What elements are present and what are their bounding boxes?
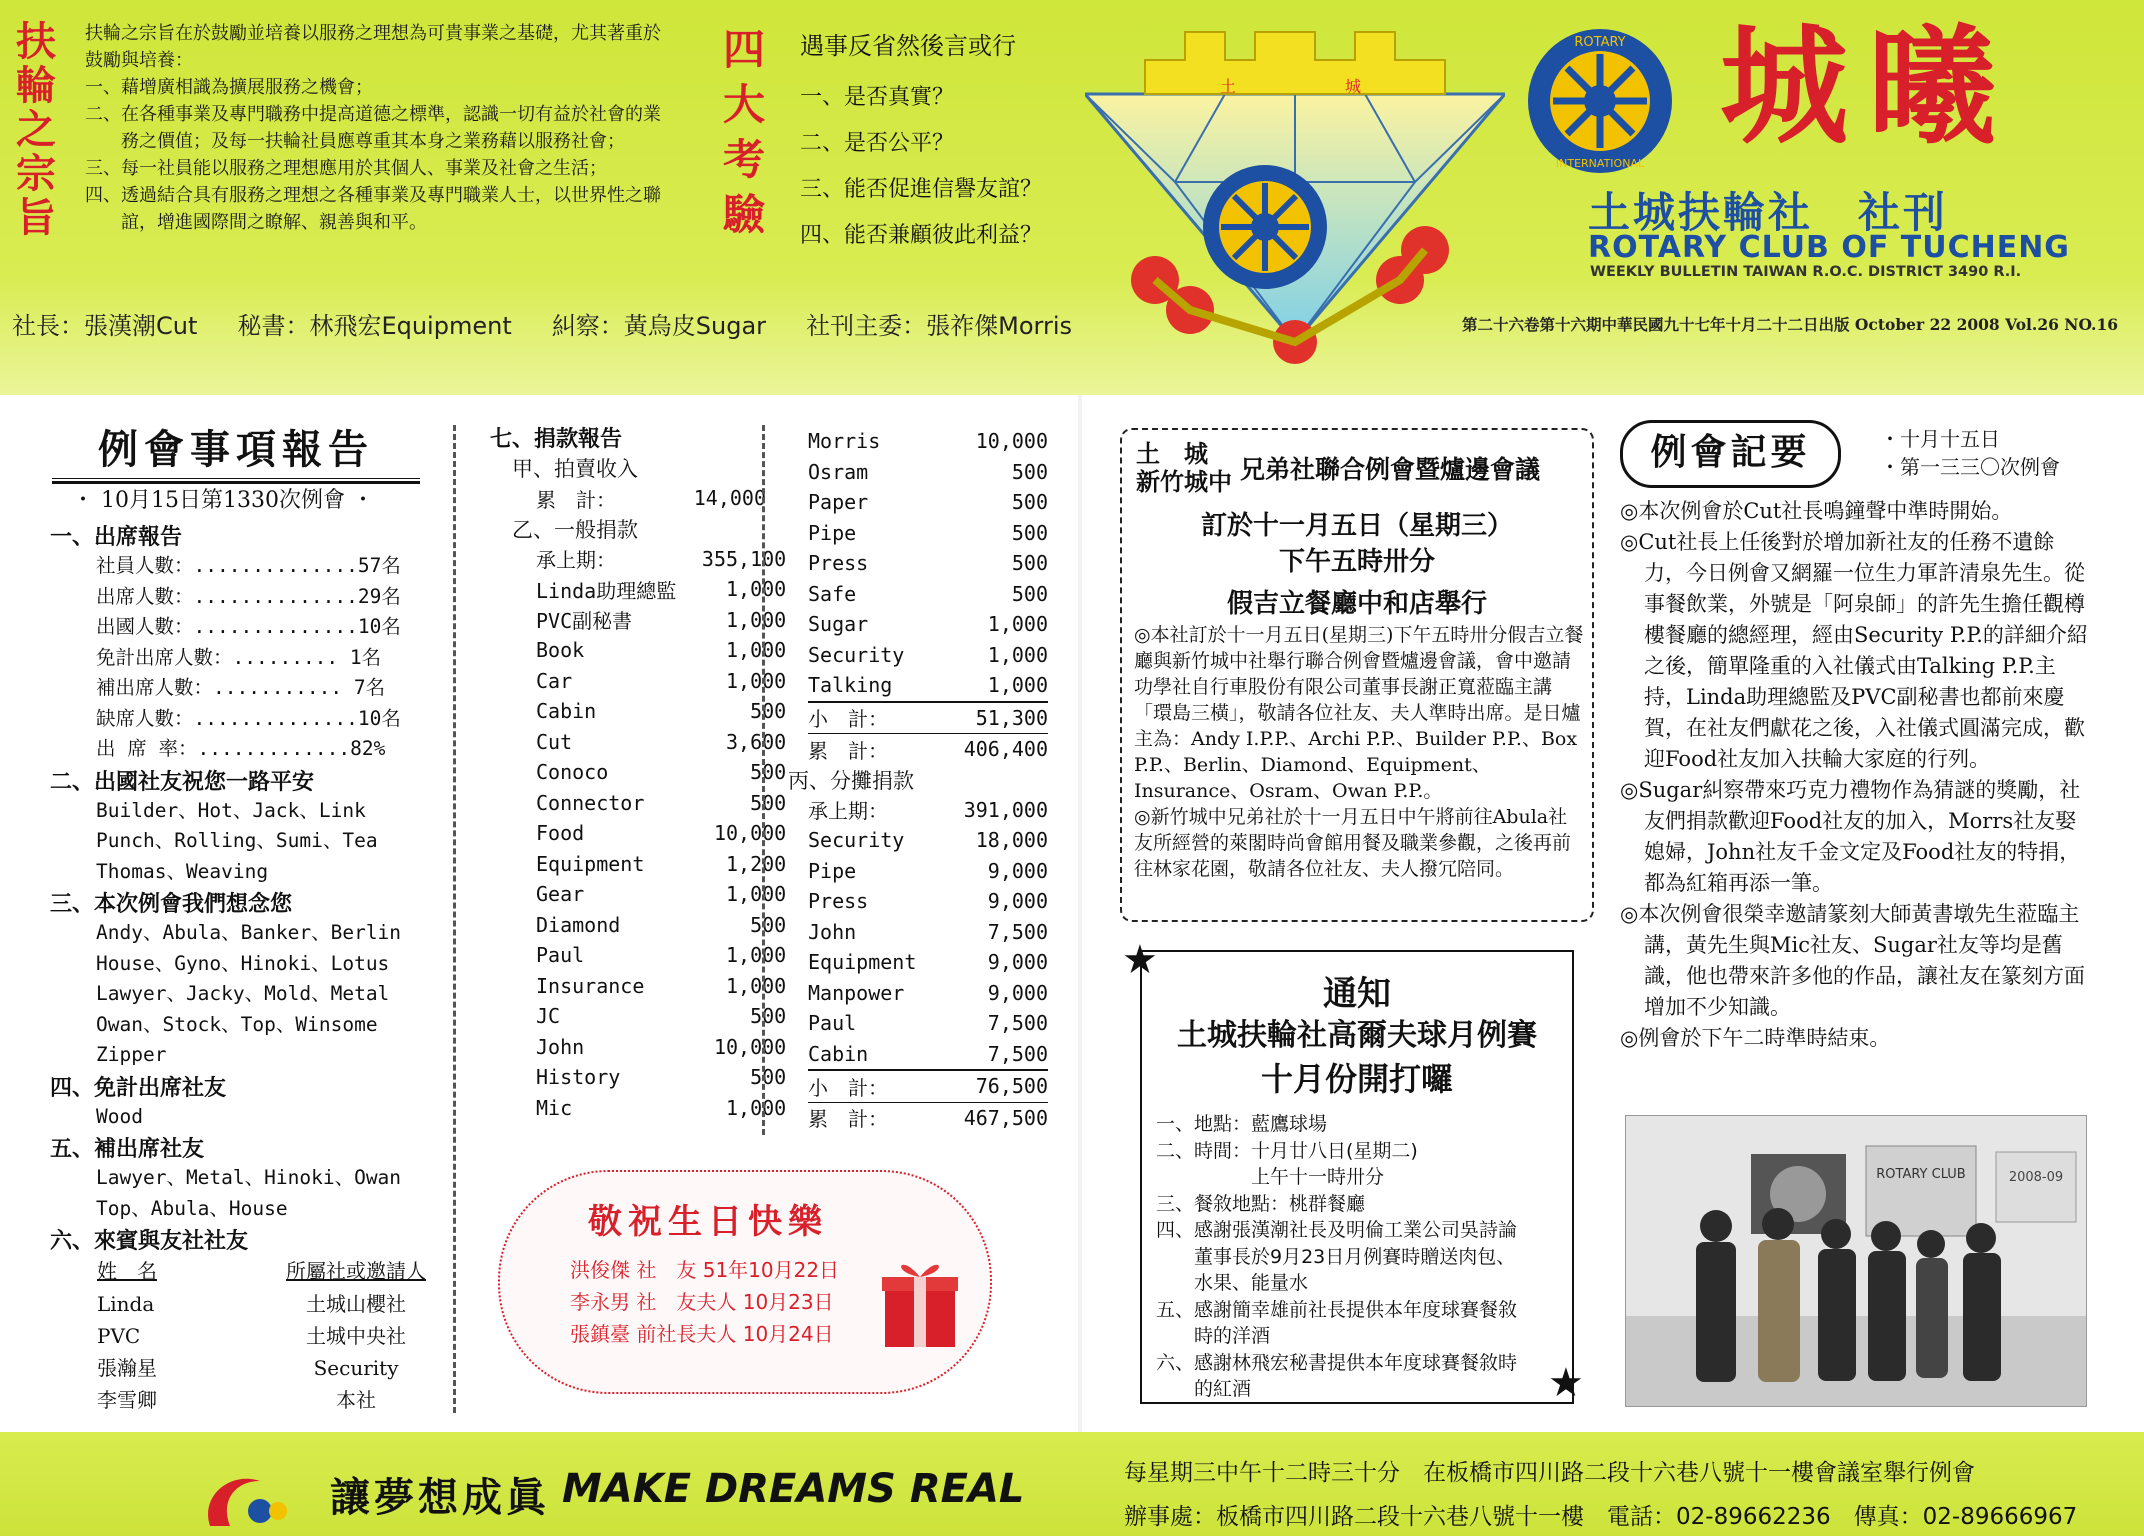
- donor-name: Paper: [808, 490, 869, 515]
- report-body: [50, 520, 440, 1416]
- donation-amount: 18,000: [975, 828, 1048, 853]
- golf-notice-box: [1140, 950, 1574, 1404]
- guest-row: [96, 1384, 440, 1416]
- donation-amount: 10,000: [713, 821, 787, 846]
- emblem-ring-top: ROTARY: [1574, 35, 1626, 50]
- birthday-lines: [570, 1254, 839, 1350]
- attendance-row: 出國人數：..............10名: [96, 615, 401, 638]
- staff-president: 社長：張漢潮Cut: [12, 312, 198, 340]
- abroad-row: Thomas、Weaving: [96, 859, 269, 883]
- donor-name: Press: [808, 551, 869, 576]
- general-subtotal-value: 51,300: [975, 705, 1048, 730]
- guest-club: 本社: [336, 1387, 377, 1412]
- golf-sub2: 十月份開打囉: [1260, 1060, 1453, 1098]
- attendance-row: 補出席人數：........... 7名: [96, 676, 386, 699]
- makeup-row: Lawyer、Metal、Hinoki、Owan: [96, 1166, 402, 1189]
- donor-name: Sugar: [808, 612, 869, 637]
- rotary-international-emblem: [1525, 26, 1675, 176]
- attendance-row: 出 席 率：.............82%: [96, 737, 386, 760]
- shared-total-value: 467,500: [963, 1105, 1048, 1130]
- donations-title: 七、捐款報告: [490, 427, 623, 452]
- general-donation-row: [536, 788, 786, 819]
- shared-subtotal-table: [808, 1069, 1048, 1133]
- general-donation-row: [808, 426, 1048, 457]
- four-way-intro: 遇事反省然後言或行: [800, 32, 1016, 60]
- donation-amount: 10,000: [713, 1034, 787, 1059]
- general-donation-row: [808, 487, 1048, 518]
- donation-amount: 500: [750, 1065, 787, 1090]
- general-donation-row: [536, 818, 786, 849]
- shared-donations-table: [808, 795, 1048, 1070]
- donation-amount: 9,000: [987, 889, 1048, 914]
- donation-amount: 500: [1011, 459, 1048, 484]
- section-guests-heading: 六、來賓與友社社友: [50, 1229, 249, 1254]
- vertical-char: 驗: [722, 190, 765, 239]
- donation-amount: 500: [750, 699, 787, 724]
- general-donation-row: [536, 910, 786, 941]
- star-icon-bottom-right: ★: [1548, 1360, 1584, 1406]
- general-donation-row: [536, 544, 786, 575]
- report-title: 例會事項報告: [98, 427, 374, 473]
- golf-item: 時的洋酒: [1156, 1325, 1271, 1347]
- donation-amount: 500: [1011, 520, 1048, 545]
- motto-items: [85, 74, 675, 236]
- donor-name: Mic: [536, 1095, 573, 1120]
- general-donation-row: [808, 457, 1048, 488]
- four-way-block: [800, 26, 1100, 259]
- donor-name: Manpower: [808, 980, 905, 1005]
- four-way-item: 四、能否兼顧彼此利益？: [800, 223, 1043, 248]
- shared-donation-row: [808, 1008, 1048, 1039]
- donation-amount: 1,000: [987, 642, 1048, 667]
- club-diamond-logo: [1085, 22, 1505, 367]
- donation-amount: 1,000: [726, 943, 787, 968]
- column-divider-2: [762, 425, 765, 1135]
- exempt-list: [50, 1102, 440, 1133]
- motto-title-text: [14, 20, 58, 240]
- donor-name: Cut: [536, 729, 573, 754]
- general-donation-row: [808, 548, 1048, 579]
- donation-amount: 9,000: [987, 858, 1048, 883]
- vertical-char: 考: [722, 135, 765, 184]
- donation-amount: 7,500: [987, 1011, 1048, 1036]
- donor-name: PVC副秘書: [536, 609, 633, 634]
- missed-row: Zipper: [96, 1043, 167, 1066]
- donation-amount: 500: [750, 1004, 787, 1029]
- donor-name: Safe: [808, 581, 857, 606]
- staff-secretary: 秘書：林飛宏Equipment: [237, 312, 512, 340]
- general-donation-row: [808, 640, 1048, 671]
- general-donation-row: [536, 1032, 786, 1063]
- golf-item: 的紅酒: [1156, 1378, 1252, 1400]
- report-meeting: ・ 10月15日第1330次例會 ・: [72, 488, 374, 513]
- donation-amount: 355,100: [701, 546, 787, 571]
- donor-name: Paul: [808, 1011, 857, 1036]
- birthday-box: [498, 1170, 992, 1394]
- attendance-list: [50, 551, 440, 765]
- minutes-paragraph: ◎Cut社長上任後對於增加新社友的任務不遺餘力，今日例會又網羅一位生力軍許清泉先生。從事餐飲業，外號是「阿泉師」的許先生擔任觀樽樓餐廳的總經理，經由Security P.P.的詳細介紹之後，簡單隆重的入社儀式由Talking P.P.主持，Linda助理總監及PVC副秘書也都前來慶賀，在社友們獻花之後，入社儀式圓滿完成，歡迎Food社友加入扶輪大家庭的行列。: [1620, 530, 2088, 771]
- general-donation-row: [536, 635, 786, 666]
- donation-amount: 1,000: [987, 673, 1048, 698]
- general-donation-row: [536, 879, 786, 910]
- donor-name: Cabin: [808, 1041, 869, 1066]
- auction-total-value: 14,000: [693, 486, 766, 511]
- donor-name: Morris: [808, 429, 881, 454]
- auction-total-label: 累 計：: [536, 487, 616, 512]
- donor-name: JC: [536, 1004, 561, 1029]
- general-donation-row: [536, 605, 786, 636]
- general-donation-row: [536, 1062, 786, 1093]
- section-makeup-heading: 五、補出席社友: [50, 1137, 205, 1162]
- birthday-line: 張鎮臺 前社長夫人 10月24日: [570, 1322, 834, 1346]
- four-way-item: 二、是否公平？: [800, 131, 955, 156]
- joint-club-b: 新竹城中: [1136, 468, 1232, 496]
- vertical-char: 宗: [16, 150, 56, 197]
- general-donation-row: [808, 518, 1048, 549]
- minutes-paragraph: ◎本次例會很榮幸邀請篆刻大師黃書墩先生蒞臨主講，黃先生與Mic社友、Sugar社友等均是舊識，他也帶來許多他的作品，讓社友在篆刻方面增加不少知識。: [1620, 902, 2085, 1019]
- donation-amount: 500: [750, 790, 787, 815]
- motto-item: 三、每一社員能以服務之理想應用於其個人、事業及社會之生活；: [85, 158, 607, 179]
- district-logo: [190, 1466, 290, 1530]
- general-donation-row: [536, 757, 786, 788]
- guests-header-row: [96, 1255, 440, 1288]
- club-subtitle: WEEKLY BULLETIN TAIWAN R.O.C. DISTRICT 3490 R.I.: [1590, 264, 2022, 280]
- auction-title: 甲、拍賣收入: [512, 457, 638, 481]
- donation-amount: 500: [750, 760, 787, 785]
- joint-time: 下午五時卅分: [1278, 547, 1435, 577]
- motto-block: [85, 20, 675, 236]
- donor-name: Diamond: [536, 912, 621, 937]
- auction-table: [536, 483, 766, 514]
- donation-amount: 391,000: [963, 797, 1048, 822]
- golf-item: 三、餐敘地點：桃群餐廳: [1156, 1192, 1366, 1215]
- donation-amount: 1,000: [726, 1095, 787, 1120]
- golf-item: 一、地點：藍鷹球場: [1156, 1113, 1328, 1135]
- minutes-session: ・第一三三〇次例會: [1880, 455, 2060, 479]
- donation-amount: 1,000: [987, 612, 1048, 637]
- motto-item: 二、在各種事業及專門職務中提高道德之標準，認識一切有益於社會的業務之價值；及每一扶輪社員應尊重其本身之業務藉以服務社會；: [85, 104, 661, 152]
- vertical-char: 之: [16, 106, 56, 153]
- abroad-list: [50, 796, 440, 888]
- general-donations-table-cont: [808, 426, 1048, 701]
- general-donation-row: [536, 849, 786, 880]
- motto-item: 四、透過結合具有服務之理想之各種事業及專門職業人士，以世界性之聯誼，增進國際間之瞭解、親善與和平。: [85, 185, 661, 233]
- donor-name: Car: [536, 668, 573, 693]
- general-total-row: [808, 734, 1048, 765]
- donor-name: Book: [536, 638, 585, 663]
- meeting-photo-illustration: [1626, 1116, 2086, 1406]
- auction-total-row: [536, 483, 766, 514]
- shared-donation-row: [808, 856, 1048, 887]
- makeup-row: Top、Abula、House: [96, 1196, 288, 1220]
- guest-name: Linda: [97, 1291, 155, 1316]
- donation-amount: 1,000: [726, 577, 787, 602]
- donation-amount: 1,000: [726, 638, 787, 663]
- donation-amount: 3,600: [726, 729, 787, 754]
- club-name-cn: 土城扶輪社 社刊: [1588, 188, 1949, 237]
- donation-amount: 1,200: [726, 851, 787, 876]
- photo-banner-text: ROTARY CLUB: [1876, 1167, 1966, 1182]
- donor-name: Security: [808, 828, 905, 853]
- donation-amount: 9,000: [987, 980, 1048, 1005]
- guest-club: Security: [313, 1355, 399, 1380]
- footer-office: 辦事處：板橋市四川路二段十六巷八號十一樓 電話：02-89662236 傳真：02-89666967: [1124, 1504, 2078, 1530]
- shared-donation-row: [808, 978, 1048, 1009]
- general-donation-row: [536, 574, 786, 605]
- donor-name: Insurance: [536, 973, 645, 998]
- four-way-items: [800, 75, 1100, 259]
- donor-name: Food: [536, 821, 585, 846]
- attendance-row: 社員人數：..............57名: [96, 554, 401, 577]
- logo-text-tu: 土: [1220, 77, 1237, 96]
- joint-clubs: [1136, 440, 1232, 496]
- motto-title: [14, 20, 58, 240]
- footer-slogan-cn: 讓夢想成眞: [330, 1474, 550, 1521]
- issue-line: 第二十六卷第十六期中華民國九十七年十月二十二日出版 October 22 2008 Vol.26 NO.16: [1462, 315, 2119, 334]
- section-exempt-heading: 四、免計出席社友: [50, 1075, 227, 1101]
- general-subtotal-label: 小 計：: [808, 707, 888, 732]
- section-attendance-heading: 一、出席報告: [50, 525, 183, 550]
- missed-list: [50, 918, 440, 1071]
- joint-headline: [1122, 508, 1592, 622]
- staff-row: [12, 306, 1072, 341]
- donation-amount: 7,500: [987, 919, 1048, 944]
- joint-club-a: 土 城: [1136, 440, 1208, 468]
- report-title-underline: [52, 474, 420, 479]
- vertical-char: 旨: [16, 194, 56, 241]
- golf-item: 水果、能量水: [1156, 1272, 1309, 1294]
- joint-body-1: ◎本社訂於十一月五日(星期三)下午五時卅分假吉立餐廳與新竹城中社舉行聯合例會暨爐邊會議，會中邀請功學社自行車股份有限公司董事長謝正寬蒞臨主講「環島三橫」，敬請各位社友、夫人準時出席。是日爐主為：Andy I.P.P.、Archi P.P.、Builder P.P.、Box P.P.、Berlin、Diamond、Equipment、Insurance、Osram、Owan P.P.。: [1134, 624, 1584, 802]
- joint-place: 假吉立餐廳中和店舉行: [1226, 589, 1487, 619]
- logo-text-cheng: 城: [1345, 77, 1362, 96]
- joint-title: 兄弟社聯合例會暨爐邊會議: [1240, 455, 1541, 484]
- donor-name: Connector: [536, 790, 645, 815]
- general-donation-row: [536, 666, 786, 697]
- general-donation-row: [536, 1001, 786, 1032]
- donor-name: 承上期：: [808, 799, 888, 824]
- golf-item: 董事長於9月23日月例賽時贈送肉包、: [1156, 1245, 1516, 1268]
- donor-name: Pipe: [808, 520, 857, 545]
- minutes-date: ・十月十五日: [1880, 427, 2000, 451]
- donation-amount: 1,000: [726, 973, 787, 998]
- general-donation-row: [808, 609, 1048, 640]
- donor-name: Pipe: [808, 858, 857, 883]
- guest-name: PVC: [97, 1323, 141, 1348]
- donations-block-a: [490, 422, 786, 1123]
- golf-sub1: 土城扶輪社高爾夫球月例賽: [1177, 1018, 1537, 1053]
- gift-box-icon: [880, 1252, 960, 1352]
- minutes-paragraph: ◎例會於下午二時準時結束。: [1620, 1026, 1891, 1050]
- general-donations-table: [536, 544, 786, 1124]
- missed-row: Lawyer、Jacky、Mold、Metal: [96, 982, 390, 1005]
- guest-name: 張瀚星: [97, 1355, 157, 1380]
- golf-items: [1142, 1101, 1572, 1403]
- general-donation-row: [808, 579, 1048, 610]
- minutes-body: [1620, 496, 2090, 1054]
- four-way-title-text: [722, 22, 766, 242]
- meeting-photo: [1625, 1115, 2087, 1407]
- donor-name: Cabin: [536, 699, 597, 724]
- donor-name: Press: [808, 889, 869, 914]
- donor-name: Osram: [808, 459, 869, 484]
- masthead-title: 城曦: [1720, 12, 2017, 162]
- guests-table: [96, 1255, 440, 1416]
- abroad-row: Builder、Hot、Jack、Link: [96, 798, 366, 822]
- minutes-paragraph: ◎Sugar糾察帶來巧克力禮物作為猜謎的獎勵，社友們捐款歡迎Food社友的加入，Morrs社友娶媳婦，John社友千金文定及Food社友的特捐，都為紅箱再添一筆。: [1620, 778, 2081, 895]
- general-title: 乙、一般捐款: [512, 517, 638, 542]
- motto-intro: 扶輪之宗旨在於鼓勵並培養以服務之理想為可貴事業之基礎，尤其著重於鼓勵與培養：: [85, 23, 661, 71]
- guest-club: 土城山櫻社: [306, 1291, 407, 1316]
- golf-item: 四、感謝張漢潮社長及明倫工業公司吳詩論: [1156, 1219, 1518, 1241]
- makeup-list: [50, 1163, 440, 1224]
- vertical-char: 扶: [16, 18, 56, 65]
- star-icon-top-left: ★: [1122, 937, 1158, 983]
- column-divider-1: [453, 425, 456, 1413]
- donor-name: 承上期：: [536, 548, 616, 573]
- donation-amount: 9,000: [987, 950, 1048, 975]
- general-donation-row: [808, 670, 1048, 701]
- guest-row: [96, 1352, 440, 1384]
- shared-donation-row: [808, 947, 1048, 978]
- general-subtotal-table: [808, 701, 1048, 765]
- donation-amount: 1,000: [726, 882, 787, 907]
- minutes-paragraph: ◎本次例會於Cut社長鳴鐘聲中準時開始。: [1620, 499, 2013, 523]
- birthday-title: 敬祝生日快樂: [588, 1202, 828, 1242]
- footer-slogan-en: MAKE DREAMS REAL: [562, 1466, 1025, 1512]
- donor-name: Gear: [536, 882, 585, 907]
- guests-header-name: 姓 名: [97, 1259, 157, 1283]
- donor-name: Paul: [536, 943, 585, 968]
- golf-item: 六、感謝林飛宏秘書提供本年度球賽餐敘時: [1156, 1351, 1518, 1374]
- joint-body: [1134, 622, 1584, 882]
- general-total-label: 累 計：: [808, 738, 888, 763]
- birthday-line: 洪俊傑 社 友 51年10月22日: [570, 1258, 840, 1282]
- shared-title: 丙、分攤捐款: [788, 768, 914, 793]
- donation-amount: 500: [1011, 551, 1048, 576]
- exempt-row: Wood: [96, 1104, 143, 1128]
- four-way-item: 三、能否促進信譽友誼？: [800, 177, 1043, 202]
- missed-row: Owan、Stock、Top、Winsome: [96, 1012, 378, 1036]
- vertical-char: 大: [722, 80, 765, 129]
- donations-block-b: [788, 426, 1048, 1133]
- club-name-en: ROTARY CLUB OF TUCHENG: [1588, 230, 2070, 265]
- shared-donation-row: [808, 1039, 1048, 1070]
- section-abroad-heading: 二、出國社友祝您一路平安: [50, 769, 315, 795]
- shared-donation-row: [808, 917, 1048, 948]
- attendance-row: 免計出席人數：......... 1名: [96, 645, 382, 669]
- four-way-title: [722, 22, 766, 242]
- staff-sergeant: 糾察：黃烏皮Sugar: [551, 312, 767, 340]
- donor-name: John: [536, 1034, 585, 1059]
- guest-row: [96, 1288, 440, 1320]
- donation-amount: 1,000: [726, 607, 787, 632]
- motto-item: 一、藉增廣相識為擴展服務之機會；: [85, 77, 373, 98]
- general-donation-row: [536, 1093, 786, 1124]
- staff-editor: 社刊主委：張祚傑Morris: [806, 312, 1072, 340]
- donor-name: Linda助理總監: [536, 578, 677, 603]
- general-subtotal-row: [808, 702, 1048, 734]
- donor-name: Talking: [808, 673, 893, 698]
- general-donation-row: [536, 971, 786, 1002]
- donation-amount: 1,000: [726, 668, 787, 693]
- missed-row: Andy、Abula、Banker、Berlin: [96, 921, 402, 944]
- donor-name: John: [808, 919, 857, 944]
- donation-amount: 500: [750, 912, 787, 937]
- donor-name: Conoco: [536, 760, 609, 785]
- birthday-line: 李永男 社 友夫人 10月23日: [570, 1290, 834, 1314]
- guest-row: [96, 1320, 440, 1352]
- shared-subtotal-value: 76,500: [975, 1074, 1048, 1099]
- donor-name: Equipment: [808, 950, 917, 975]
- shared-subtotal-row: [808, 1070, 1048, 1102]
- minutes-title: 例會記要: [1620, 420, 1841, 488]
- donation-amount: 500: [1011, 581, 1048, 606]
- general-donation-row: [536, 940, 786, 971]
- donation-amount: 10,000: [975, 429, 1048, 454]
- shared-subtotal-label: 小 計：: [808, 1075, 888, 1100]
- abroad-row: Punch、Rolling、Sumi、Tea: [96, 829, 378, 852]
- shared-donation-row: [808, 825, 1048, 856]
- four-way-item: 一、是否真實？: [800, 85, 955, 110]
- golf-item: 上午十一時卅分: [1156, 1166, 1385, 1188]
- golf-item: 五、感謝簡幸雄前社長提供本年度球賽餐敘: [1156, 1298, 1518, 1321]
- page-fold: [1078, 395, 1082, 1432]
- donation-amount: 500: [1011, 490, 1048, 515]
- golf-title: 通知: [1323, 974, 1391, 1014]
- attendance-row: 出席人數：..............29名: [96, 584, 401, 608]
- footer-meeting-info: 每星期三中午十二時三十分 在板橋市四川路二段十六巷八號十一樓會議室舉行例會: [1124, 1460, 1975, 1486]
- general-donation-row: [536, 696, 786, 727]
- general-donation-row: [536, 727, 786, 758]
- joint-body-2: ◎新竹城中兄弟社於十一月五日中午將前往Abula社友所經營的萊閣時尚會館用餐及職業參觀，之後再前往林家花園，敬請各位社友、夫人撥冗陪同。: [1134, 806, 1572, 880]
- guests-header-club: 所屬社或邀請人: [286, 1259, 427, 1283]
- joint-date: 訂於十一月五日（星期三）: [1200, 511, 1513, 541]
- emblem-ring-bottom: INTERNATIONAL: [1555, 157, 1645, 170]
- shared-total-label: 累 計：: [808, 1107, 888, 1132]
- donor-name: History: [536, 1065, 621, 1090]
- joint-meeting-box: [1120, 428, 1594, 922]
- donor-name: Equipment: [536, 851, 645, 876]
- donation-amount: 7,500: [987, 1041, 1048, 1066]
- vertical-char: 輪: [16, 62, 56, 109]
- missed-row: House、Gyno、Hinoki、Lotus: [96, 951, 390, 975]
- shared-donation-row: [808, 795, 1048, 826]
- general-total-value: 406,400: [963, 737, 1048, 762]
- guest-club: 土城中央社: [306, 1323, 407, 1348]
- vertical-char: 四: [722, 25, 765, 74]
- guest-name: 李雪卿: [97, 1387, 157, 1412]
- donor-name: Security: [808, 642, 905, 667]
- golf-item: 二、時間：十月廿八日(星期二): [1156, 1139, 1418, 1162]
- minutes-meta: [1880, 425, 2060, 481]
- shared-donation-row: [808, 886, 1048, 917]
- section-missed-heading: 三、本次例會我們想念您: [50, 892, 293, 917]
- attendance-row: 缺席人數：..............10名: [96, 706, 401, 730]
- shared-total-row: [808, 1102, 1048, 1133]
- photo-year-text: 2008-09: [2008, 1170, 2064, 1185]
